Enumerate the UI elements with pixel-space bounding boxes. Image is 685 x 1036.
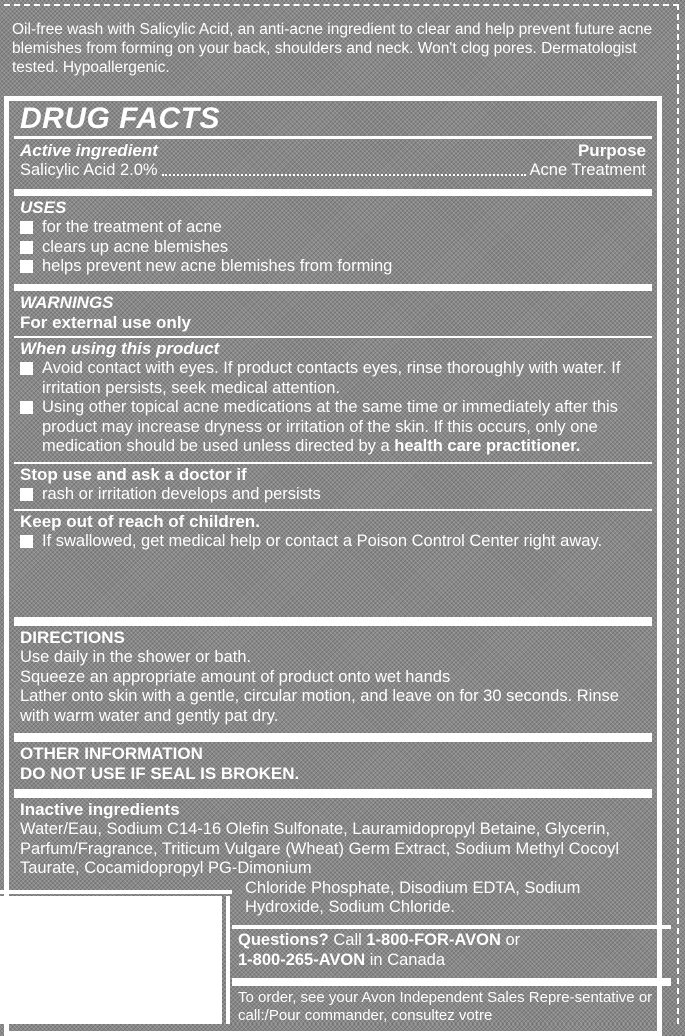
uses-item: clears up acne blemishes [20,238,646,258]
drug-facts-panel [4,96,662,1036]
drug-facts-header [14,101,652,135]
keep-out-item: If swallowed, get medical help or contact a Poison Control Center right away. [20,532,646,552]
other-information-section [14,733,652,784]
dashed-border-right [677,88,679,1024]
call-text: Call [333,931,362,949]
panel-divider-line [0,890,232,894]
phone-number-1: 1-800-FOR-AVON [366,931,501,949]
bullet-square-icon [20,488,33,501]
directions-line: Use daily in the shower or bath. [20,648,252,666]
purpose-value: Acne Treatment [529,161,646,179]
inactive-ingredients-heading: Inactive ingredients [20,800,180,819]
warning-item: Using other topical acne medications at the same time or immediately after this product may increase dryness or irritation of the skin. If this occurs, only one medication should be used unless directed by a health care practitioner. [20,398,646,457]
active-ingredient-heading: Active ingredient [20,141,158,160]
stop-use-heading: Stop use and ask a doctor if [20,464,247,484]
stop-use-item: rash or irritation develops and persists [20,485,646,505]
drug-facts-title: DRUG FACTS [20,102,220,135]
uses-section [14,189,652,277]
active-ingredient-value: Salicylic Acid 2.0% [20,161,158,179]
bullet-square-icon [20,535,33,548]
keep-out-heading: Keep out of reach of children. [20,512,260,531]
or-text: or [505,931,521,949]
product-description: Oil-free wash with Salicylic Acid, an anti-acne ingredient to clear and help prevent future acne blemishes from forming on your back, shoulders and neck. Won't clog pores. Dermatologist tested. Hypoallergenic. [12,21,653,76]
directions-line: Lather onto skin with a gentle, circular motion, and leave on for 30 seconds. Rinse with warm water and gently pat dry. [20,687,619,725]
active-ingredient-section [14,136,652,181]
leader-dots [162,174,526,176]
warnings-section [14,284,652,552]
directions-section [14,617,652,726]
uses-item: helps prevent new acne blemishes from forming [20,257,646,277]
uses-item: for the treatment of acne [20,218,646,238]
uses-heading: USES [20,198,67,217]
phone-number-2: 1-800-265-AVON [238,950,366,969]
warning-item: Avoid contact with eyes. If product contacts eyes, rinse thoroughly with water. If irritation persists, seek medical attention. [20,359,646,398]
purpose-heading: Purpose [577,141,646,160]
blank-label-area [0,896,222,1024]
health-care-practitioner-text: health care practitioner. [394,437,581,455]
bullet-square-icon [20,401,33,414]
in-canada-text: in Canada [369,950,445,969]
seal-warning: DO NOT USE IF SEAL IS BROKEN. [20,764,300,783]
directions-line: Squeeze an appropriate amount of product onto wet hands [20,667,451,686]
order-info: To order, see your Avon Independent Sales Repre-sentative or call:/Pour commander, consultez votre [232,978,671,1025]
warnings-heading: WARNINGS [20,293,114,312]
external-use-heading: For external use only [20,313,191,332]
when-using-heading: When using this product [20,339,220,358]
questions-section [232,925,671,970]
bullet-square-icon [20,260,33,273]
other-information-heading: OTHER INFORMATION [20,744,203,763]
inactive-ingredients-list: Water/Eau, Sodium C14-16 Olefin Sulfonate, Lauramidopropyl Betaine, Glycerin, Parfum/Fragrance, Triticum Vulgare (Wheat) Germ Extract, Sodium Methyl Cocoyl Taurate, Cocamidopropyl PG-Dimonium [20,820,620,877]
directions-heading: DIRECTIONS [20,628,125,647]
bullet-square-icon [20,241,33,254]
bullet-square-icon [20,221,33,234]
questions-label: Questions? [238,931,329,949]
inactive-ingredients-list-cont: Chloride Phosphate, Disodium EDTA, Sodium Hydroxide, Sodium Chloride. [245,878,581,916]
bullet-square-icon [20,362,33,375]
